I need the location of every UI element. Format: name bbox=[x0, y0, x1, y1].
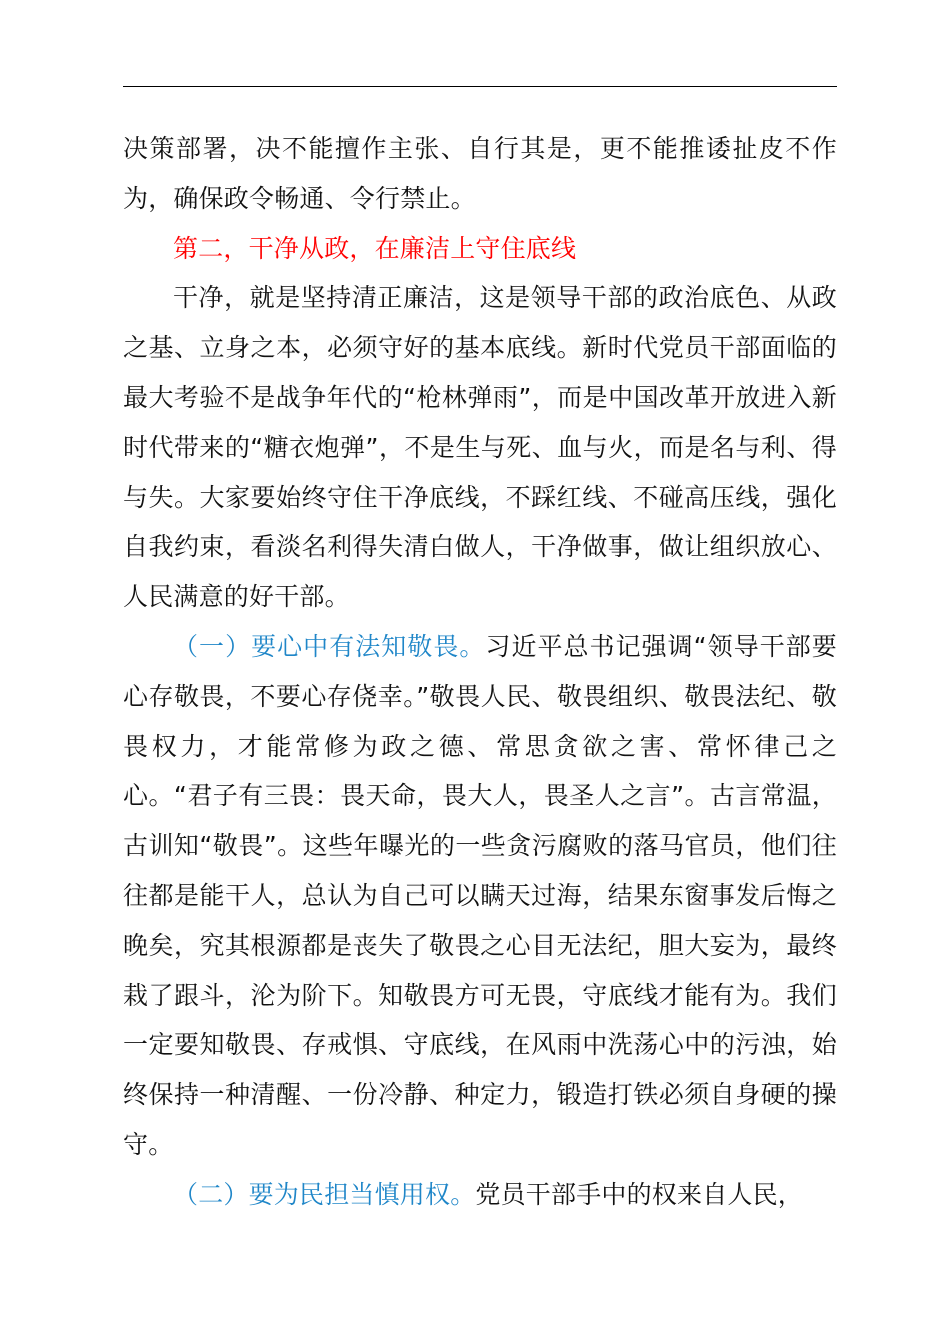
paragraph-subsection-one bbox=[123, 622, 837, 1170]
subsection-two-text: 党员干部手中的权来自人民， bbox=[475, 1179, 804, 1209]
paragraph-continuation: 决策部署，决不能擅作主张、自行其是，更不能推诿扯皮不作为，确保政令畅通、令行禁止。 bbox=[123, 134, 837, 213]
subsection-heading-one: （一）要心中有法知敬畏。 bbox=[173, 631, 486, 661]
section-heading-second: 第二，干净从政，在廉洁上守住底线 bbox=[173, 233, 577, 263]
subsection-one-text: 习近平总书记强调“领导干部要心存敬畏，不要心存侥幸。”敬畏人民、敬畏组织、敬畏法纪、敬畏权力，才能常修为政之德、常思贪欲之害、常怀律己之心。“君子有三畏：畏天命，畏大人，畏圣人之言”。古言常温，古训知“敬畏”。这些年曝光的一些贪污腐败的落马官员，他们往往都是能干人，总认为自己可以瞒天过海，结果东窗事发后悔之晚矣，究其根源都是丧失了敬畏之心目无法纪，胆大妄为，最终栽了跟斗，沦为阶下。知敬畏方可无畏，守底线才能有为。我们一定要知敬畏、存戒惧、守底线，在风雨中洗荡心中的污浊，始终保持一种清醒、一份冷静、种定力，锻造打铁必须自身硬的操守。 bbox=[123, 631, 837, 1159]
header-rule bbox=[123, 86, 837, 87]
paragraph-clean-politics: 干净，就是坚持清正廉洁，这是领导干部的政治底色、从政之基、立身之本，必须守好的基本底线。新时代党员干部面临的最大考验不是战争年代的“枪林弹雨”，而是中国改革开放进入新时代带来的“糖衣炮弹”，不是生与死、血与火，而是名与利、得与失。大家要始终守住干净底线，不踩红线、不碰高压线，强化自我约束，看淡名利得失清白做人，干净做事，做让组织放心、人民满意的好干部。 bbox=[123, 283, 837, 612]
subsection-heading-two: （二）要为民担当慎用权。 bbox=[173, 1179, 476, 1209]
document-body bbox=[123, 124, 837, 1220]
paragraph-subsection-two bbox=[123, 1170, 837, 1220]
